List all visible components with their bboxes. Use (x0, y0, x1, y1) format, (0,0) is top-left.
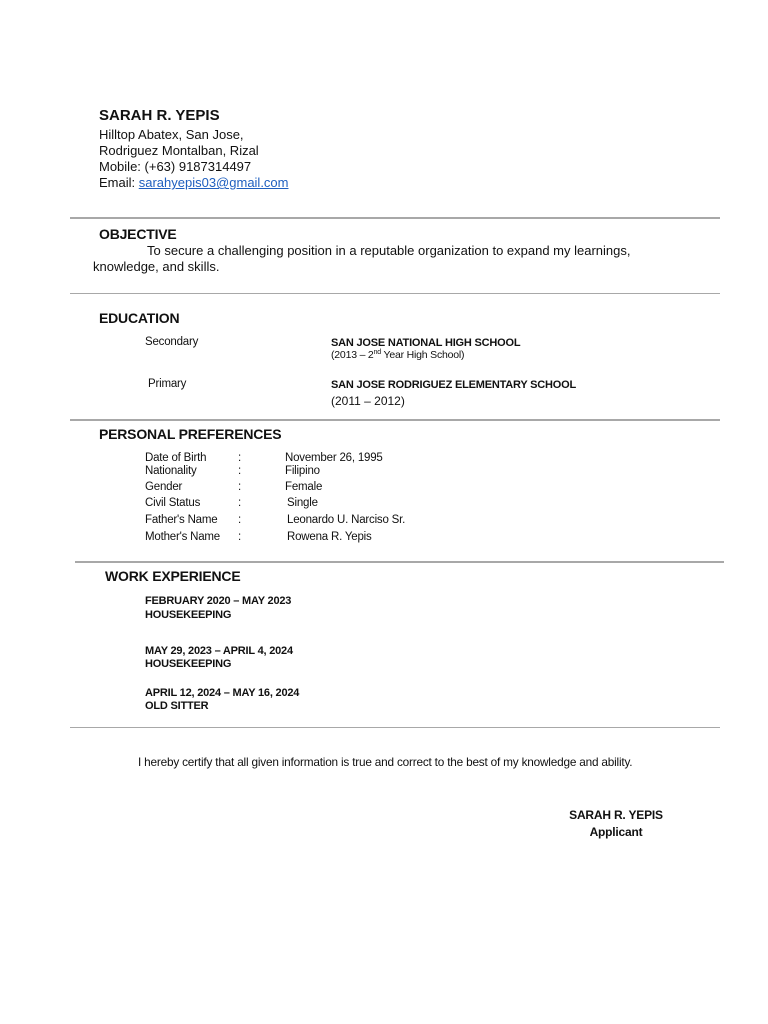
personal-label-dob: Date of Birth (145, 452, 207, 464)
address-line-1: Hilltop Abatex, San Jose, (99, 127, 244, 142)
personal-label-gender: Gender (145, 481, 183, 493)
mobile-number: Mobile: (+63) 9187314497 (99, 159, 252, 174)
education-detail-secondary: (2013 – 2nd Year High School) (331, 349, 465, 361)
personal-value-dob: November 26, 1995 (285, 452, 383, 464)
work-role-2: HOUSEKEEPING (145, 658, 232, 670)
education-school-secondary: SAN JOSE NATIONAL HIGH SCHOOL (331, 337, 521, 349)
personal-label-civil-status: Civil Status (145, 497, 201, 509)
personal-value-mother: Rowena R. Yepis (287, 531, 372, 543)
education-level-secondary: Secondary (145, 336, 199, 348)
work-dates-3: APRIL 12, 2024 – MAY 16, 2024 (145, 687, 300, 699)
personal-label-father: Father's Name (145, 514, 218, 526)
personal-value-gender: Female (285, 481, 323, 493)
email-line (99, 175, 289, 191)
certification-statement: I hereby certify that all given information is true and correct to the best of my knowledge and ability. (138, 755, 633, 769)
personal-label-nationality: Nationality (145, 465, 197, 477)
personal-heading: PERSONAL PREFERENCES (99, 426, 282, 442)
education-level-primary: Primary (148, 378, 187, 390)
divider-work (70, 727, 720, 728)
objective-heading: OBJECTIVE (99, 226, 177, 242)
work-dates-2: MAY 29, 2023 – APRIL 4, 2024 (145, 645, 293, 657)
work-role-1: HOUSEKEEPING (145, 609, 232, 621)
email-link[interactable]: sarahyepis03@gmail.com (138, 175, 289, 190)
divider-header (70, 217, 720, 219)
objective-text-line-2: knowledge, and skills. (93, 259, 220, 274)
personal-label-mother: Mother's Name (145, 531, 221, 543)
personal-separator: : (238, 514, 241, 526)
personal-separator: : (238, 481, 241, 493)
divider-personal (75, 561, 724, 563)
work-dates-1: FEBRUARY 2020 – MAY 2023 (145, 595, 292, 607)
signature-name: SARAH R. YEPIS (569, 808, 663, 822)
personal-value-father: Leonardo U. Narciso Sr. (287, 514, 406, 526)
education-heading: EDUCATION (99, 310, 180, 326)
email-label: Email: (99, 175, 139, 190)
work-heading: WORK EXPERIENCE (105, 568, 241, 584)
applicant-name: SARAH R. YEPIS (99, 107, 220, 124)
divider-objective (70, 293, 720, 294)
personal-value-nationality: Filipino (285, 465, 320, 477)
personal-separator: : (238, 452, 241, 464)
personal-separator: : (238, 465, 241, 477)
education-detail-primary: (2011 – 2012) (331, 394, 405, 408)
divider-education (70, 419, 720, 421)
personal-separator: : (238, 531, 241, 543)
address-line-2: Rodriguez Montalban, Rizal (99, 143, 259, 158)
education-school-primary: SAN JOSE RODRIGUEZ ELEMENTARY SCHOOL (331, 379, 577, 391)
objective-text-line-1: To secure a challenging position in a reputable organization to expand my learnings, (147, 243, 631, 258)
signature-title: Applicant (589, 825, 643, 839)
personal-separator: : (238, 497, 241, 509)
work-role-3: OLD SITTER (145, 700, 209, 712)
personal-value-civil-status: Single (287, 497, 318, 509)
